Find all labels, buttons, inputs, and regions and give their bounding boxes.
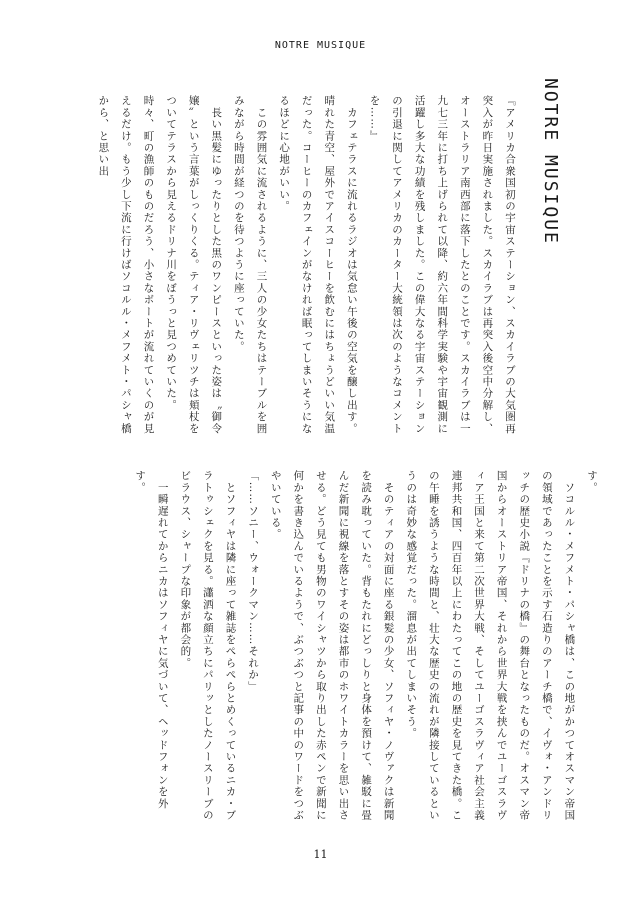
lower-text-block <box>129 470 603 832</box>
paragraph-cafe-terrace: カフェテラスに流れるラジオは気怠い午後の空気を醸し出す。晴れた青空、屋外でアイスコーヒーを飲むにはちょうどいい気温だった。コーヒーのカフェインがなければ眠ってしまいそうになるほどに心地がいい。 <box>278 95 358 435</box>
running-header: NOTRE MUSIQUE <box>274 40 367 51</box>
paragraph-tia: 長い黒髪にゆったりとした黒のワンピースといった姿は〝御令嬢〟という言葉がしっくりくる。ティア・リヴェリツチは頬杖をついてテラスから見えるドリナ川をぼうっと見つめていた。時々、町の漁師のものだろう、小さなボートが流れていくのが見えるだけ。もう少し下流に行けばソコルル・メフメト・パシャ橋から、と思い出 <box>97 95 223 435</box>
paragraph-radio-broadcast: 『アメリカ合衆国初の宇宙ステーション、スカイラブの大気圏再突入が昨日実施されました。スカイラブは再突入後空中分解し、オーストラリア南西部に落下したとのことです。スカイラブは一九七三年に打ち上げられて以降、約六年間科学実験や宇宙観測に活躍し多大な功績を残しました。この偉大なる宇宙ステーションの引退に関してアメリカのカーター大統領は次のようなコメントを……』 <box>368 95 516 435</box>
paragraph-nika: とソフィヤは隣に座って雑誌をぺらぺらとめくっているニカ・ブラトゥシェクを見る。瀟洒な顔立ちにパリッとしたノースリーブのビラウス、シャープな印象が都会的。 <box>179 470 237 821</box>
paragraph-continuation: す。 <box>586 470 598 494</box>
paragraph-headphones: 一瞬遅れてからニカはソフィヤに気づいて、ヘッドフォンを外す。 <box>134 470 169 810</box>
upper-text-block <box>92 95 521 445</box>
page-number: 11 <box>313 848 328 861</box>
paragraph-dialogue: 「……ソニー、ウォークマン……それか」 <box>247 470 260 693</box>
paragraph-sofia: そのティアの対面に座る銀髪の少女、ソフィヤ・ノヴァクは新聞を読み耽っていた。背もたれにどっしりと身体を預けて、雑駁に畳んだ新聞に視線を落とすその姿は都市のホワイトカラーを思い出させる。どう見ても男物のワイシャツから取り出した赤ペンで新聞に何かを書き込んでいるようで、ぶつぶつと記事の中のワードをつぶやいている。 <box>269 470 395 821</box>
paragraph-bridge-history: ソコルル・メフメト・パシャ橋は、この地がかつてオスマン帝国の領域であったことを示す石造りのアーチ橋で、イヴォ・アンドリッチの歴史小説『ドリナの橋』の舞台となったものだ。オスマン帝国からオーストリア帝国、それから世界大戦を挟んでユーゴスラヴィア王国と来て第二次世界大戦、そしてユーゴスラヴィア社会主義連邦共和国、四百年以上にわたってこの地の歴史を見てきた橋。この午睡を誘うような時間と、壮大な歴史の流れが隣接しているというのは奇妙な感覚だった。溜息が出てしまいそう。 <box>405 470 576 821</box>
chapter-title: NOTRE MUSIQUE <box>540 78 561 245</box>
paragraph-three-girls: この雰囲気に流されるように、三人の少女たちはテーブルを囲みながら時間が経つのを待つように座っていた。 <box>232 95 268 435</box>
